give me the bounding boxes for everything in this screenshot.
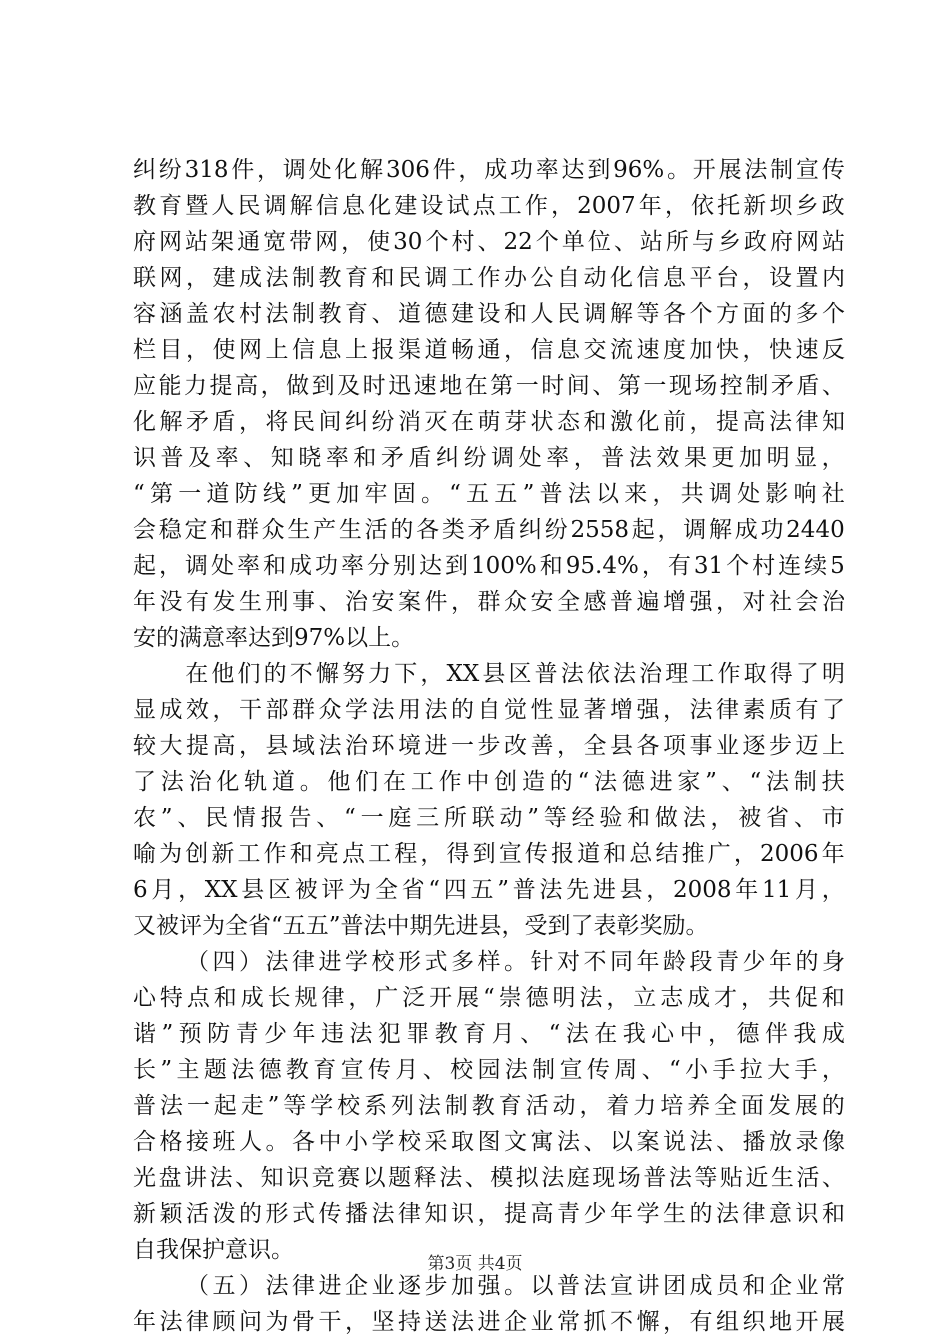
text-line: 新 颖 活 泼 的 形 式 传 播 法 律 知 识 ， 提 高 青 少 年 学 生 的 法 律 意 识 和 <box>133 1201 845 1227</box>
text-line: 较 大 提 高 ， 县 域 法 治 环 境 进 一 步 改 善 ， 全 县 各 项 事 业 逐 步 迈 上 <box>133 733 845 759</box>
text-line: 6 月 ， XX 县 区 被 评 为 全 省 “ 四 五 ” 普 法 先 进 县 ， 2008 年 11 月 ， <box>133 877 845 903</box>
text-line: 普 法 一 起 走 ” 等 学 校 系 列 法 制 教 育 活 动 ， 着 力 培 养 全 面 发 展 的 <box>133 1093 845 1119</box>
text-line: 安的满意率达到97%以上。 <box>133 625 415 651</box>
text-line: 农 ” 、 民 情 报 告 、 “ 一 庭 三 所 联 动 ” 等 经 验 和 做 法 ， 被 省 、 市 <box>133 805 845 831</box>
text-line: 年 没 有 发 生 刑 事 、 治 安 案 件 ， 群 众 安 全 感 普 遍 增 强 ， 对 社 会 治 <box>133 589 845 615</box>
text-line: 年 法 律 顾 问 为 骨 干 ， 坚 持 送 法 进 企 业 常 抓 不 懈 ， 有 组 织 地 开 展 <box>133 1309 845 1335</box>
text-line: 化 解 矛 盾 ， 将 民 间 纠 纷 消 灭 在 萌 芽 状 态 和 激 化 前 ， 提 高 法 律 知 <box>133 409 845 435</box>
page-footer: 第3页 共4页 <box>427 1254 523 1274</box>
text-line: 纠 纷 318 件 ， 调 处 化 解 306 件 ， 成 功 率 达 到 96% 。 开 展 法 制 宣 传 <box>133 157 845 183</box>
text-line: （ 五 ） 法 律 进 企 业 逐 步 加 强 。 以 普 法 宣 讲 团 成 员 和 企 业 常 <box>186 1273 845 1299</box>
text-line: 在 他 们 的 不 懈 努 力 下 ， XX 县 区 普 法 依 法 治 理 工 作 取 得 了 明 <box>185 661 845 687</box>
text-line: 显 成 效 ， 干 部 群 众 学 法 用 法 的 自 觉 性 显 著 增 强 ， 法 律 素 质 有 了 <box>133 697 845 723</box>
text-line: 心 特 点 和 成 长 规 律 ， 广 泛 开 展 “ 崇 德 明 法 ， 立 志 成 才 ， 共 促 和 <box>133 985 845 1011</box>
text-line: 喻 为 创 新 工 作 和 亮 点 工 程 ， 得 到 宣 传 报 道 和 总 结 推 广 ， 2006 年 <box>133 841 845 867</box>
text-line: 识 普 及 率 、 知 晓 率 和 矛 盾 纠 纷 调 处 率 ， 普 法 效 果 更 加 明 显 ， <box>133 445 845 471</box>
text-line: 栏 目 ， 使 网 上 信 息 上 报 渠 道 畅 通 ， 信 息 交 流 速 度 加 快 ， 快 速 反 <box>133 337 845 363</box>
text-line: 自我保护意识。 <box>133 1237 294 1263</box>
text-line: “ 第 一 道 防 线 ” 更 加 牢 固 。 “ 五 五 ” 普 法 以 来 ， 共 调 处 影 响 社 <box>133 481 845 507</box>
text-line: 合 格 接 班 人 。 各 中 小 学 校 采 取 图 文 寓 法 、 以 案 说 法 、 播 放 录 像 <box>133 1129 845 1155</box>
text-line: 谐 ” 预 防 青 少 年 违 法 犯 罪 教 育 月 、 “ 法 在 我 心 中 ， 德 伴 我 成 <box>133 1021 845 1047</box>
text-line: 联 网 ， 建 成 法 制 教 育 和 民 调 工 作 办 公 自 动 化 信 息 平 台 ， 设 置 内 <box>133 265 845 291</box>
text-line: 会 稳 定 和 群 众 生 产 生 活 的 各 类 矛 盾 纠 纷 2558 起 ， 调 解 成 功 2440 <box>133 517 845 543</box>
text-line: 起 ， 调 处 率 和 成 功 率 分 别 达 到 100% 和 95.4% ， 有 31 个 村 连 续 5 <box>133 553 845 579</box>
text-line: 光 盘 讲 法 、 知 识 竞 赛 以 题 释 法 、 模 拟 法 庭 现 场 普 法 等 贴 近 生 活 、 <box>133 1165 845 1191</box>
text-line: 教 育 暨 人 民 调 解 信 息 化 建 设 试 点 工 作 ， 2007 年 ， 依 托 新 坝 乡 政 <box>133 193 845 219</box>
body-text <box>133 152 845 1340</box>
text-line: 长 ” 主 题 法 德 教 育 宣 传 月 、 校 园 法 制 宣 传 周 、 “ 小 手 拉 大 手 ， <box>133 1057 845 1083</box>
text-line: （ 四 ） 法 律 进 学 校 形 式 多 样 。 针 对 不 同 年 龄 段 青 少 年 的 身 <box>186 949 845 975</box>
text-line: 府 网 站 架 通 宽 带 网 ， 使 30 个 村 、 22 个 单 位 、 站 所 与 乡 政 府 网 站 <box>133 229 845 255</box>
text-line: 又被评为全省“五五”普法中期先进县，受到了表彰奖励。 <box>133 913 709 939</box>
text-line: 了 法 治 化 轨 道 。 他 们 在 工 作 中 创 造 的 “ 法 德 进 家 ” 、 “ 法 制 扶 <box>133 769 845 795</box>
text-line: 容 涵 盖 农 村 法 制 教 育 、 道 德 建 设 和 人 民 调 解 等 各 个 方 面 的 多 个 <box>133 301 845 327</box>
text-line: 应 能 力 提 高 ， 做 到 及 时 迅 速 地 在 第 一 时 间 、 第 一 现 场 控 制 矛 盾 、 <box>133 373 845 399</box>
